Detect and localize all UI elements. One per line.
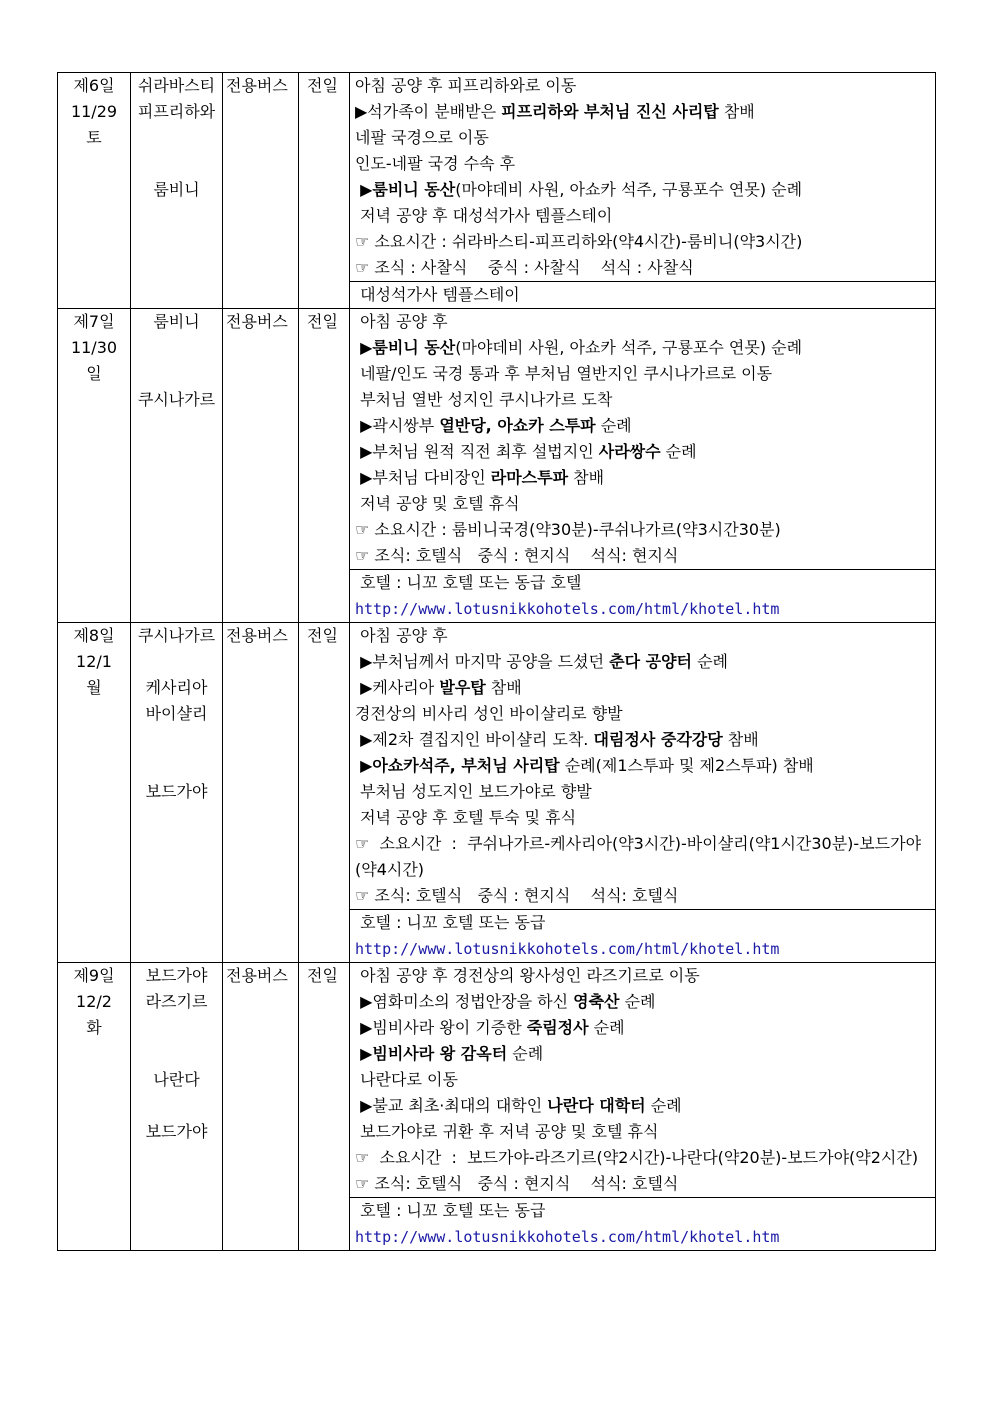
place-name (131, 125, 222, 151)
hotel-info (350, 909, 935, 962)
day-cell (58, 623, 131, 963)
time-label: 전일 (307, 966, 338, 985)
highlight-site: 룸비니 동산 (372, 338, 456, 357)
day-label: 토 (86, 128, 102, 147)
schedule-text: ▶케사리아 (355, 678, 440, 697)
place-name: 보드가야 (145, 782, 208, 801)
schedule-text: 순례 (507, 1044, 544, 1063)
hotel-link[interactable]: http://www.lotusnikkohotels.com/html/khotel.htm (355, 1228, 780, 1246)
schedule-line (350, 1145, 935, 1171)
schedule-cell (350, 963, 936, 1251)
schedule-text: 순례(제1스투파 및 제2스투파) 참배 (559, 756, 814, 775)
schedule-text: 순례 (691, 652, 728, 671)
schedule-line (350, 491, 935, 517)
place-name (131, 361, 222, 387)
schedule-text: 부처님 열반 성지인 쿠시나가르 도착 (355, 390, 613, 409)
time-label: 전일 (307, 626, 338, 645)
highlight-site: 죽림정사 (526, 1018, 589, 1037)
schedule-line (350, 309, 935, 335)
schedule-text: 저녁 공양 후 호텔 투숙 및 휴식 (355, 808, 577, 827)
schedule-text: ▶ (355, 1044, 373, 1063)
schedule-text: ☞ 조식: 호텔식 중식 : 현지식 석식: 현지식 (355, 546, 679, 565)
time-label: 전일 (307, 76, 338, 95)
day-cell (58, 309, 131, 623)
highlight-site: 나란다 대학터 (547, 1096, 646, 1115)
schedule-text: (마야데비 사원, 아쇼카 석주, 구룡포수 연못) 순례 (455, 180, 803, 199)
hotel-line (350, 910, 935, 936)
place-cell (131, 623, 223, 963)
day-cell (58, 73, 131, 309)
place-name (131, 151, 222, 177)
day-label: 제6일 (73, 76, 115, 95)
schedule-list (350, 73, 935, 281)
itinerary-body (58, 73, 936, 1251)
schedule-cell (350, 623, 936, 963)
schedule-line (350, 701, 935, 727)
day-label: 제9일 (73, 966, 115, 985)
schedule-text: ▶염화미소의 정법안장을 하신 (355, 992, 574, 1011)
schedule-list (350, 623, 935, 909)
schedule-text: ▶제2차 결집지인 바이샬리 도착. (355, 730, 594, 749)
schedule-line (350, 1041, 935, 1067)
schedule-text: ▶부처님께서 마지막 공양을 드셨던 (355, 652, 610, 671)
schedule-line (350, 623, 935, 649)
schedule-line (350, 805, 935, 831)
schedule-line (350, 727, 935, 753)
schedule-text: 보드가야로 귀환 후 저녁 공양 및 호텔 휴식 (355, 1122, 659, 1141)
schedule-line (350, 675, 935, 701)
day-label: 제7일 (73, 312, 115, 331)
place-name: 바이샬리 (145, 704, 208, 723)
highlight-site: 아쇼카석주, 부처님 사리탑 (372, 756, 560, 775)
day-label: 12/1 (76, 652, 112, 671)
day-label: 화 (86, 1018, 102, 1037)
schedule-line (350, 465, 935, 491)
schedule-text: 네팔 국경으로 이동 (355, 128, 489, 147)
schedule-text: 참배 (568, 468, 605, 487)
schedule-line (350, 779, 935, 805)
day-label: 월 (86, 678, 102, 697)
schedule-text: ▶빔비사라 왕이 기증한 (355, 1018, 527, 1037)
schedule-line (350, 177, 935, 203)
schedule-text: ☞ 소요시간 : 보드가야-라즈기르(약2시간)-나란다(약20분)-보드가야(약2시간) (355, 1148, 919, 1167)
schedule-line (350, 753, 935, 779)
schedule-line (350, 73, 935, 99)
transport-cell (223, 623, 299, 963)
place-name (131, 727, 222, 753)
schedule-text: ▶곽시쌍부 (355, 416, 440, 435)
place-name: 룸비니 (153, 180, 200, 199)
place-name: 보드가야 (145, 966, 208, 985)
place-cell (131, 73, 223, 309)
highlight-site: 라마스투파 (490, 468, 569, 487)
schedule-text: ☞ 조식: 호텔식 중식 : 현지식 석식: 호텔식 (355, 886, 679, 905)
schedule-text: 아침 공양 후 (355, 626, 448, 645)
schedule-line (350, 413, 935, 439)
hotel-line (350, 1224, 935, 1250)
schedule-text: 저녁 공양 및 호텔 휴식 (355, 494, 520, 513)
transport-cell (223, 309, 299, 623)
day-label: 11/29 (70, 102, 118, 121)
schedule-text: (마야데비 사원, 아쇼카 석주, 구룡포수 연못) 순례 (455, 338, 803, 357)
schedule-line (350, 99, 935, 125)
highlight-site: 대림정사 중각강당 (593, 730, 723, 749)
schedule-text: 경전상의 비사리 성인 바이샬리로 향발 (355, 704, 623, 723)
schedule-text: 아침 공양 후 경전상의 왕사성인 라즈기르로 이동 (355, 966, 700, 985)
schedule-line (350, 989, 935, 1015)
place-name: 나란다 (153, 1070, 200, 1089)
schedule-text: ▶불교 최초·최대의 대학인 (355, 1096, 548, 1115)
schedule-text: ▶석가족이 분배받은 (355, 102, 502, 121)
transport-cell (223, 963, 299, 1251)
time-cell (299, 623, 350, 963)
day-row (58, 623, 936, 963)
schedule-cell (350, 309, 936, 623)
schedule-text: 참배 (485, 678, 522, 697)
schedule-line (350, 255, 935, 281)
hotel-text: 대성석가사 템플스테이 (355, 285, 520, 304)
time-cell (299, 309, 350, 623)
highlight-site: 발우탑 (439, 678, 486, 697)
day-row (58, 309, 936, 623)
schedule-line (350, 125, 935, 151)
schedule-text: 순례 (619, 992, 656, 1011)
schedule-text: ▶ (355, 180, 373, 199)
schedule-line (350, 335, 935, 361)
schedule-line (350, 883, 935, 909)
schedule-text: 아침 공양 후 (355, 312, 448, 331)
highlight-site: 룸비니 동산 (372, 180, 456, 199)
schedule-line (350, 543, 935, 569)
hotel-text: 호텔 : 니꼬 호텔 또는 동급 호텔 (355, 573, 582, 592)
hotel-link[interactable]: http://www.lotusnikkohotels.com/html/khotel.htm (355, 940, 780, 958)
hotel-link[interactable]: http://www.lotusnikkohotels.com/html/khotel.htm (355, 600, 780, 618)
schedule-line (350, 229, 935, 255)
schedule-text: 참배 (718, 102, 755, 121)
schedule-text: ☞ 조식: 호텔식 중식 : 현지식 석식: 호텔식 (355, 1174, 679, 1193)
place-name: 피프리하와 (137, 102, 216, 121)
schedule-line (350, 649, 935, 675)
transport-label: 전용버스 (226, 312, 288, 331)
place-name (131, 753, 222, 779)
time-cell (299, 73, 350, 309)
schedule-line (350, 831, 935, 883)
schedule-text: ▶ (355, 338, 373, 357)
schedule-list (350, 963, 935, 1197)
place-name (131, 1093, 222, 1119)
schedule-text: ▶ (355, 756, 373, 775)
schedule-text: ☞ 소요시간 : 쿠쉬나가르-케사리아(약3시간)-바이샬리(약1시간30분)-보드가야(약4시간) (355, 834, 922, 879)
day-label: 12/2 (76, 992, 112, 1011)
schedule-text: 네팔/인도 국경 통과 후 부처님 열반지인 쿠시나가르로 이동 (355, 364, 773, 383)
place-name: 보드가야 (145, 1122, 208, 1141)
place-cell (131, 963, 223, 1251)
hotel-text: 호텔 : 니꼬 호텔 또는 동급 (355, 1201, 546, 1220)
schedule-text: 저녁 공양 후 대성석가사 템플스테이 (355, 206, 613, 225)
day-label: 11/30 (70, 338, 118, 357)
hotel-line (350, 1198, 935, 1224)
schedule-line (350, 151, 935, 177)
place-name: 라즈기르 (145, 992, 208, 1011)
hotel-info (350, 1197, 935, 1250)
hotel-info (350, 569, 935, 622)
place-name (131, 1041, 222, 1067)
schedule-line (350, 963, 935, 989)
schedule-text: ▶부처님 다비장인 (355, 468, 491, 487)
day-row (58, 73, 936, 309)
transport-label: 전용버스 (226, 76, 288, 95)
place-name (131, 1015, 222, 1041)
time-cell (299, 963, 350, 1251)
schedule-line (350, 387, 935, 413)
hotel-line (350, 282, 935, 308)
highlight-site: 춘다 공양터 (609, 652, 692, 671)
schedule-text: 아침 공양 후 피프리하와로 이동 (355, 76, 577, 95)
transport-label: 전용버스 (226, 626, 288, 645)
schedule-text: 순례 (660, 442, 697, 461)
place-name: 룸비니 (153, 312, 200, 331)
schedule-text: 부처님 성도지인 보드가야로 향발 (355, 782, 592, 801)
schedule-line (350, 1067, 935, 1093)
day-label: 일 (86, 364, 102, 383)
place-name (131, 335, 222, 361)
time-label: 전일 (307, 312, 338, 331)
place-cell (131, 309, 223, 623)
transport-cell (223, 73, 299, 309)
schedule-line (350, 361, 935, 387)
place-name: 쉬라바스티 (137, 76, 216, 95)
highlight-site: 사라쌍수 (598, 442, 661, 461)
highlight-site: 열반당, 아쇼카 스투파 (439, 416, 596, 435)
schedule-list (350, 309, 935, 569)
highlight-site: 빔비사라 왕 감옥터 (372, 1044, 508, 1063)
schedule-line (350, 1093, 935, 1119)
schedule-text: 순례 (595, 416, 632, 435)
schedule-line (350, 203, 935, 229)
schedule-text: ☞ 조식 : 사찰식 중식 : 사찰식 석식 : 사찰식 (355, 258, 694, 277)
schedule-text: 인도-네팔 국경 수속 후 (355, 154, 516, 173)
highlight-site: 영축산 (573, 992, 620, 1011)
schedule-text: 순례 (645, 1096, 682, 1115)
schedule-line (350, 1015, 935, 1041)
transport-label: 전용버스 (226, 966, 288, 985)
hotel-info (350, 281, 935, 308)
schedule-text: 나란다로 이동 (355, 1070, 458, 1089)
highlight-site: 피프리하와 부처님 진신 사리탑 (501, 102, 719, 121)
day-row (58, 963, 936, 1251)
schedule-line (350, 1171, 935, 1197)
hotel-line (350, 596, 935, 622)
place-name: 케사리아 (145, 678, 208, 697)
schedule-text: ☞ 소요시간 : 쉬라바스티-피프리하와(약4시간)-룸비니(약3시간) (355, 232, 803, 251)
place-name: 쿠시나가르 (137, 626, 216, 645)
place-name: 쿠시나가르 (137, 390, 216, 409)
hotel-line (350, 570, 935, 596)
hotel-line (350, 936, 935, 962)
day-cell (58, 963, 131, 1251)
day-label: 제8일 (73, 626, 115, 645)
hotel-text: 호텔 : 니꼬 호텔 또는 동급 (355, 913, 546, 932)
schedule-line (350, 1119, 935, 1145)
schedule-text: 순례 (588, 1018, 625, 1037)
itinerary-table (57, 72, 936, 1251)
schedule-line (350, 439, 935, 465)
schedule-text: ▶부처님 원적 직전 최후 설법지인 (355, 442, 599, 461)
place-name (131, 649, 222, 675)
schedule-line (350, 517, 935, 543)
schedule-text: ☞ 소요시간 : 룸비니국경(약30분)-쿠쉬나가르(약3시간30분) (355, 520, 781, 539)
schedule-cell (350, 73, 936, 309)
schedule-text: 참배 (722, 730, 759, 749)
